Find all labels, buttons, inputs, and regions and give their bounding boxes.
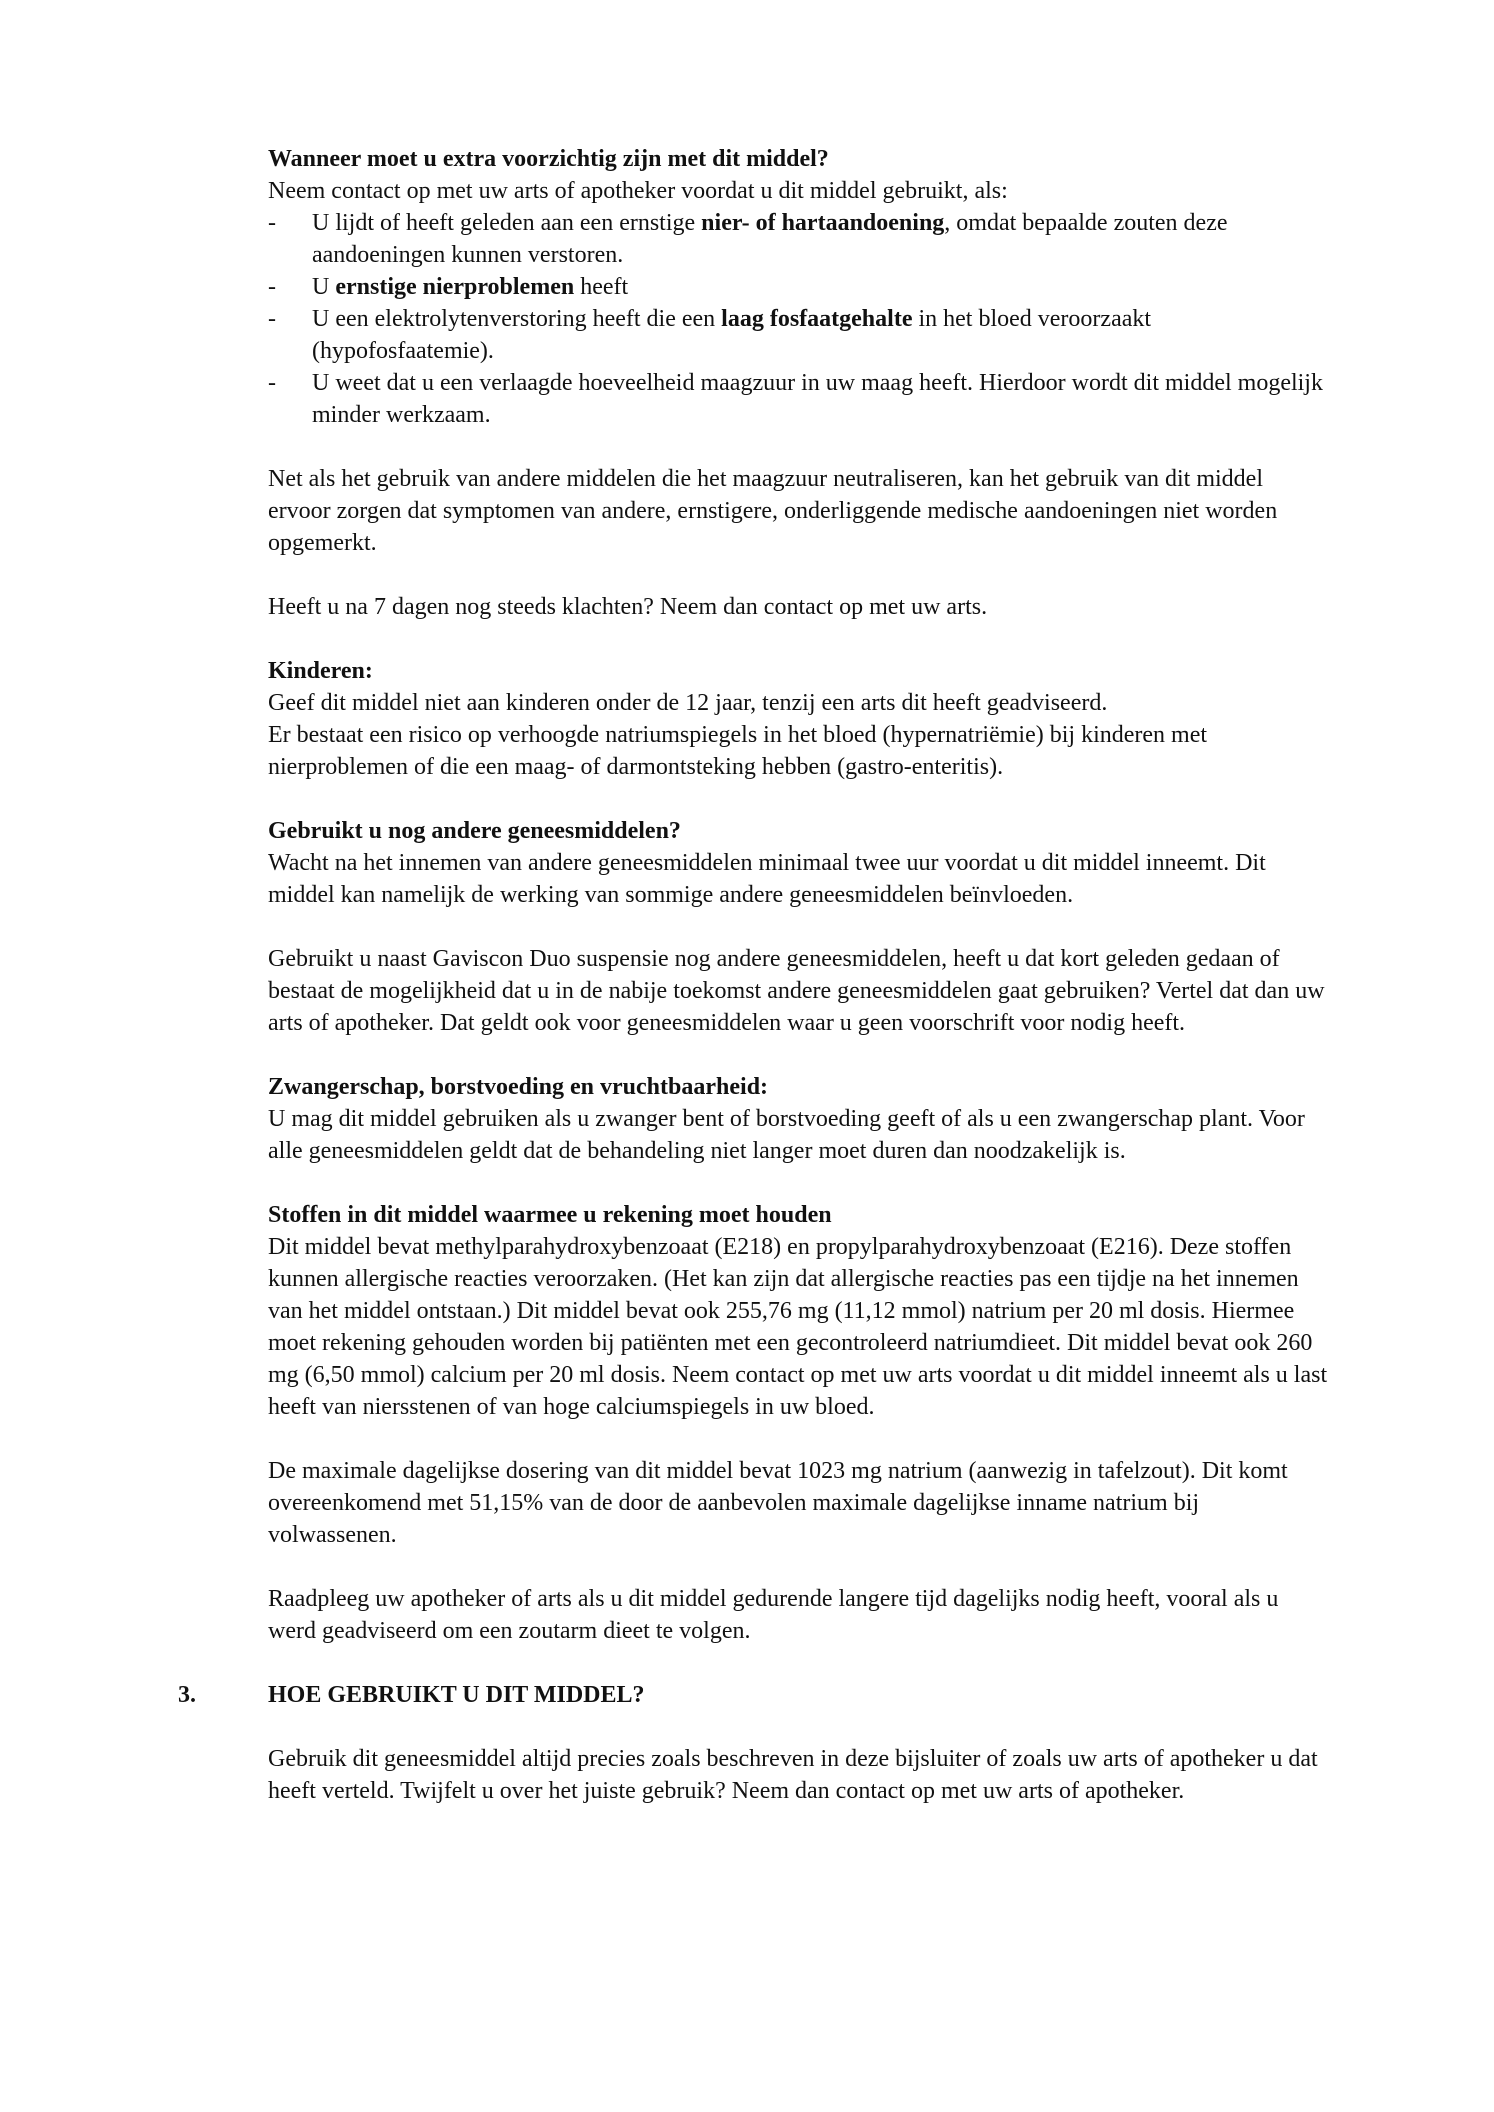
paragraph: Gebruikt u naast Gaviscon Duo suspensie nog andere geneesmiddelen, heeft u dat kort geleden gedaan of bestaat de mogelijkheid dat u in de nabije toekomst andere geneesmiddelen gaat gebruiken? Vertel dat dan uw arts of apotheker. Dat geldt ook voor geneesmiddelen waar u geen voorschrift voor nodig heeft. [268, 946, 1325, 1036]
paragraph: De maximale dagelijkse dosering van dit middel bevat 1023 mg natrium (aanwezig in tafelzout). Dit komt overeenkomend met 51,15% van de door de aanbevolen maximale dagelijkse inname natrium bij volwassenen. [268, 1458, 1288, 1548]
item-bold: ernstige nierproblemen [335, 274, 575, 300]
item-text: U lijdt of heeft geleden aan een ernstige [312, 210, 702, 236]
heading-andere: Gebruikt u nog andere geneesmiddelen? [268, 818, 681, 844]
spacer [268, 911, 1328, 943]
section-title: HOE GEBRUIKT U DIT MIDDEL? [268, 1682, 645, 1708]
list-item [268, 367, 1328, 431]
paragraph: U mag dit middel gebruiken als u zwanger bent of borstvoeding geeft of als u een zwangerschap plant. Voor alle geneesmiddelen geldt dat de behandeling niet langer moet duren dan noodzakelijk is. [268, 1106, 1305, 1164]
heading-kinderen: Kinderen: [268, 658, 373, 684]
list-item [268, 207, 1328, 271]
paragraph: Wacht na het innemen van andere geneesmiddelen minimaal twee uur voordat u dit middel inneemt. Dit middel kan namelijk de werking van sommige andere geneesmiddelen beïnvloeden. [268, 850, 1266, 908]
bullet-dash: - [268, 306, 276, 332]
item-text: heeft [574, 274, 629, 300]
bullet-dash: - [268, 210, 276, 236]
heading-zwanger: Zwangerschap, borstvoeding en vruchtbaarheid: [268, 1074, 769, 1100]
document-page [178, 143, 1328, 1807]
paragraph: Geef dit middel niet aan kinderen onder de 12 jaar, tenzij een arts dit heeft geadviseerd. [268, 690, 1108, 716]
paragraph: Net als het gebruik van andere middelen die het maagzuur neutraliseren, kan het gebruik van dit middel ervoor zorgen dat symptomen van andere, ernstigere, onderliggende medische aandoeningen niet worden opgemerkt. [268, 466, 1278, 556]
bullet-dash: - [268, 370, 276, 396]
spacer [268, 623, 1328, 655]
caution-intro: Neem contact op met uw arts of apotheker voordat u dit middel gebruikt, als: [268, 178, 1008, 204]
paragraph: Heeft u na 7 dagen nog steeds klachten? Neem dan contact op met uw arts. [268, 594, 988, 620]
spacer [268, 559, 1328, 591]
item-bold: laag fosfaatgehalte [721, 306, 913, 332]
spacer [268, 1551, 1328, 1583]
item-text: U weet dat u een verlaagde hoeveelheid maagzuur in uw maag heeft. Hierdoor wordt dit middel mogelijk minder werkzaam. [312, 370, 1323, 428]
bullet-dash: - [268, 274, 276, 300]
spacer [268, 1039, 1328, 1071]
list-item [268, 303, 1328, 367]
paragraph: Dit middel bevat methylparahydroxybenzoaat (E218) en propylparahydroxybenzoaat (E216). Deze stoffen kunnen allergische reacties veroorzaken. (Het kan zijn dat allergische reacties pas een tijdje na het innemen van het middel ontstaan.) Dit middel bevat ook 255,76 mg (11,12 mmol) natrium per 20 ml dosis. Hiermee moet rekening gehouden worden bij patiënten met een gecontroleerd natriumdieet. Dit middel bevat ook 260 mg (6,50 mmol) calcium per 20 ml dosis. Neem contact op met uw arts voordat u dit middel inneemt als u last heeft van niersstenen of van hoge calciumspiegels in uw bloed. [268, 1234, 1328, 1420]
spacer [268, 783, 1328, 815]
item-text: in het bloed veroorzaakt (hypofosfaatemie). [312, 306, 1152, 364]
spacer [268, 1423, 1328, 1455]
paragraph: Er bestaat een risico op verhoogde natriumspiegels in het bloed (hypernatriëmie) bij kinderen met nierproblemen of die een maag- of darmontsteking hebben (gastro-enteritis). [268, 722, 1208, 780]
section-number: 3. [178, 1682, 196, 1708]
spacer [268, 1167, 1328, 1199]
heading-stoffen: Stoffen in dit middel waarmee u rekening moet houden [268, 1202, 832, 1228]
item-text: U een elektrolytenverstoring heeft die een [312, 306, 722, 332]
item-text: U [312, 274, 336, 300]
section-heading [178, 1679, 1328, 1711]
item-bold: nier- of hartaandoening [701, 210, 945, 236]
list-item [268, 271, 1328, 303]
spacer [268, 1711, 1328, 1743]
item-text: , omdat bepaalde zouten deze aandoeningen kunnen verstoren. [312, 210, 1228, 268]
spacer [268, 1647, 1328, 1679]
spacer [268, 431, 1328, 463]
heading-caution: Wanneer moet u extra voorzichtig zijn met dit middel? [268, 146, 829, 172]
paragraph: Raadpleeg uw apotheker of arts als u dit middel gedurende langere tijd dagelijks nodig heeft, vooral als u werd geadviseerd om een zoutarm dieet te volgen. [268, 1586, 1279, 1644]
paragraph: Gebruik dit geneesmiddel altijd precies zoals beschreven in deze bijsluiter of zoals uw arts of apotheker u dat heeft verteld. Twijfelt u over het juiste gebruik? Neem dan contact op met uw arts of apotheker. [268, 1746, 1318, 1804]
